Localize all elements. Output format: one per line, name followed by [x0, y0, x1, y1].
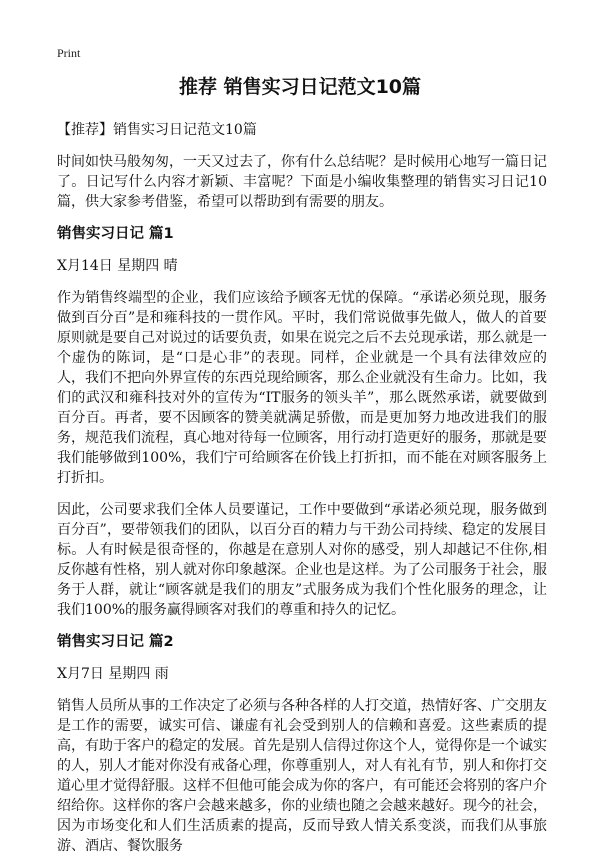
section-date-1: X月14日 星期四 晴	[57, 258, 178, 274]
document-title: 推荐 销售实习日记范文10篇	[178, 76, 422, 98]
section-heading-2: 销售实习日记 篇2	[57, 634, 174, 650]
recommend-line: 【推荐】销售实习日记范文10篇	[57, 122, 257, 138]
document-body	[57, 120, 547, 868]
section-1-paragraph-1: 作为销售终端型的企业，我们应该给予顾客无忧的保障。“承诺必须兑现，服务做到百分百”是和雍科技的一贯作风。平时，我们常说做事先做人，做人的首要原则就是要自己对说过的话要负责，如果在说完之后不去兑现承诺，那么就是一个虚伪的陈词，是“口是心非”的表现。同样，企业就是一个具有法律效应的人，我们不把向外界宣传的东西兑现给顾客，那么企业就没有生命力。比如，我们的武汉和雍科技对外的宣传为“IT服务的领头羊”，那么既然承诺，就要做到百分百。再者，要不因顾客的赞美就满足骄傲，而是更加努力地改进我们的服务，规范我们流程，真心地对待每一位顾客，用行动打造更好的服务，那就是要我们能够做到100%，我们宁可给顾客在价钱上打折扣，而不能在对顾客服务上打折扣。	[57, 290, 547, 486]
print-label: Print	[57, 46, 81, 60]
section-1-paragraph-2: 因此，公司要求我们全体人员要谨记，工作中要做到“承诺必须兑现，服务做到百分百”，要带领我们的团队，以百分百的精力与干劲公司持续、稳定的发展目标。人有时候是很奇怪的，你越是在意别人对你的感受，别人却越记不住你,相反你越有性格，别人就对你印象越深。企业也是这样。为了公司服务于社会，服务于人群，就让“顾客就是我们的朋友”式服务成为我们个性化服务的理念，让我们100%的服务赢得顾客对我们的尊重和持久的记忆。	[57, 502, 547, 618]
section-heading-1: 销售实习日记 篇1	[57, 226, 174, 242]
section-date-2: X月7日 星期四 雨	[57, 666, 169, 682]
section-2-paragraph-1: 销售人员所从事的工作决定了必须与各种各样的人打交道，热情好客、广交朋友是工作的需要，诚实可信、谦虚有礼会受到别人的信赖和喜爱。这些素质的提高，有助于客户的稳定的发展。首先是别人信得过你这个人，觉得你是一个诚实的人，别人才能对你没有戒备心理，你尊重别人，对人有礼有节，别人和你打交道心里才觉得舒服。这样不但他可能会成为你的客户，有可能还会将别的客户介绍给你。这样你的客户会越来越多，你的业绩也随之会越来越好。现今的社会，因为市场变化和人们生活质素的提高，反而导致人情关系变淡，而我们从事旅游、酒店、餐饮服务	[57, 698, 547, 854]
intro-paragraph: 时间如快马般匆匆，一天又过去了，你有什么总结呢？是时候用心地写一篇日记了。日记写什么内容才新颖、丰富呢？下面是小编收集整理的销售实习日记10篇，供大家参考借鉴，希望可以帮助到有需要的朋友。	[57, 154, 547, 210]
